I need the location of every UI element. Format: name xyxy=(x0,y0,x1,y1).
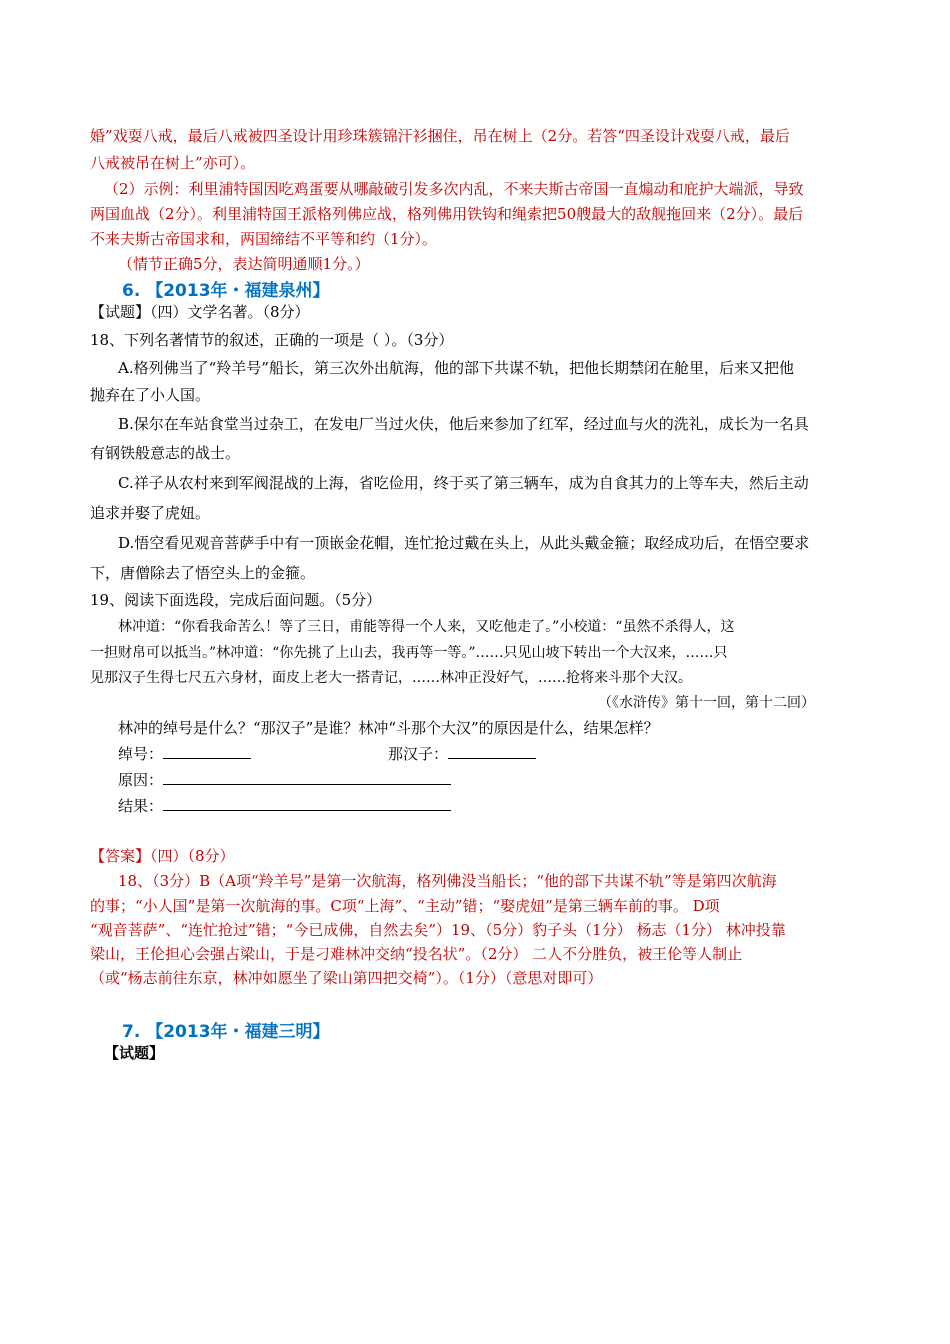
question-19: 19、阅读下面选段，完成后面问题。（5分） xyxy=(90,591,382,609)
reason-blank[interactable] xyxy=(163,770,451,785)
nickname-blank[interactable] xyxy=(163,744,251,759)
answer-6-line-1: 18、（3分）B（A项“羚羊号”是第一次航海，格列佛没当船长；“他的部下共谋不轨”等是第四次航海 xyxy=(118,872,777,890)
result-field xyxy=(118,796,451,816)
nickname-field xyxy=(118,744,251,764)
passage-line-2: 一担财帛可以抵当。”林冲道：“你先挑了上山去，我再等一等。”……只见山坡下转出一个大汉来，……只 xyxy=(90,645,728,661)
answer-6-line-4: 梁山，王伦担心会强占梁山，于是刁难林冲交纳“投名状”。（2分） 二人不分胜负，被王伦等人制止 xyxy=(90,945,743,963)
prev-answer-line-4: 两国血战（2分）。利里浦特国王派格列佛应战，格列佛用铁钩和绳索把50艘最大的敌舰拖回来（2分）。最后 xyxy=(90,205,804,223)
option-c-line-2: 追求并娶了虎妞。 xyxy=(90,504,211,522)
man-field xyxy=(388,744,536,764)
prev-answer-line-3: （2）示例：利里浦特国因吃鸡蛋要从哪敲破引发多次内乱，不来夫斯古帝国一直煽动和庇护大端派，导致 xyxy=(104,180,804,198)
answer-6-line-5: （或“杨志前往东京，林冲如愿坐了梁山第四把交椅”）。（1分）（意思对即可） xyxy=(90,969,603,987)
reason-label: 原因： xyxy=(118,771,164,789)
answer-6-line-2: 的事；“小人国”是第一次航海的事。C项“上海”、“主动”错；“娶虎妞”是第三辆车前的事。 D项 xyxy=(90,897,720,915)
man-label: 那汉子： xyxy=(388,745,449,763)
passage-source: （《水浒传》第十一回，第十二回） xyxy=(598,695,815,711)
question-19-prompt: 林冲的绰号是什么？“那汉子”是谁？林冲“斗那个大汉”的原因是什么，结果怎样？ xyxy=(118,719,659,737)
section-7-heading: 7. 【2013年・福建三明】 xyxy=(122,1022,330,1042)
option-c-line-1: C.祥子从农村来到军阀混战的上海，省吃俭用，终于买了第三辆车，成为自食其力的上等车夫，然后主动 xyxy=(118,474,809,492)
prev-answer-line-6: （情节正确5分，表达简明通顺1分。） xyxy=(118,255,370,273)
section-7-label: 【试题】 xyxy=(104,1044,165,1062)
option-d-line-2: 下，唐僧除去了悟空头上的金箍。 xyxy=(90,564,316,582)
answer-6-label: 【答案】（四）（8分） xyxy=(90,847,235,865)
section-6-label: 【试题】（四）文学名著。（8分） xyxy=(90,303,310,321)
option-b-line-1: B.保尔在车站食堂当过杂工，在发电厂当过火伕，他后来参加了红军，经过血与火的洗礼，成长为一名具 xyxy=(118,415,809,433)
passage-line-3: 见那汉子生得七尺五六身材，面皮上老大一搭青记，……林冲正没好气，……抢将来斗那个大汉。 xyxy=(90,670,692,686)
result-blank[interactable] xyxy=(163,796,451,811)
prev-answer-line-1: 婚”戏耍八戒，最后八戒被四圣设计用珍珠簇锦汗衫捆住，吊在树上（2分。若答“四圣设计戏耍八戒，最后 xyxy=(90,127,790,145)
prev-answer-line-2: 八戒被吊在树上”亦可）。 xyxy=(90,154,256,172)
reason-field xyxy=(118,770,451,790)
answer-6-line-3: “观音菩萨”、“连忙抢过”错；“今已成佛，自然去矣”）19、（5分）豹子头（1分） 杨志（1分） 林冲投靠 xyxy=(90,921,786,939)
option-b-line-2: 有钢铁般意志的战士。 xyxy=(90,444,241,462)
option-d-line-1: D.悟空看见观音菩萨手中有一顶嵌金花帽，连忙抢过戴在头上，从此头戴金箍；取经成功后，在悟空要求 xyxy=(118,534,810,552)
question-18: 18、下列名著情节的叙述，正确的一项是（ ）。（3分） xyxy=(90,331,454,349)
option-a-line-1: A.格列佛当了“羚羊号”船长，第三次外出航海，他的部下共谋不轨，把他长期禁闭在舱里，后来又把他 xyxy=(118,359,794,377)
prev-answer-line-5: 不来夫斯古帝国求和，两国缔结不平等和约（1分）。 xyxy=(90,230,438,248)
passage-line-1: 林冲道：“你看我命苦么！等了三日，甫能等得一个人来，又吃他走了。”小校道：“虽然不杀得人，这 xyxy=(118,619,735,635)
section-6-heading: 6. 【2013年・福建泉州】 xyxy=(122,281,330,301)
result-label: 结果： xyxy=(118,797,164,815)
nickname-label: 绰号： xyxy=(118,745,164,763)
man-blank[interactable] xyxy=(448,744,536,759)
option-a-line-2: 抛弃在了小人国。 xyxy=(90,386,211,404)
